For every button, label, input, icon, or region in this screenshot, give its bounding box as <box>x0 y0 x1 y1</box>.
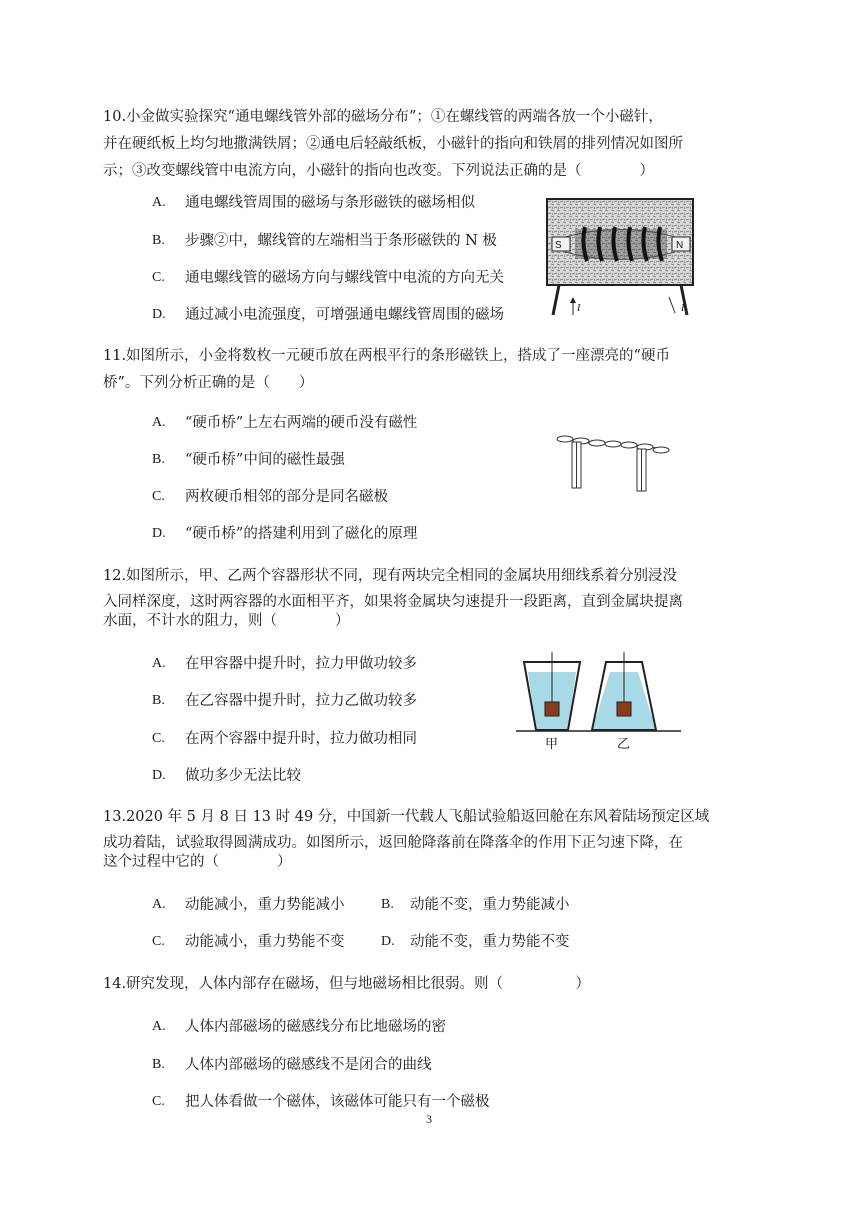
page-number: 3 <box>426 1112 432 1126</box>
question-stem-line: 13.2020 年 5 月 8 日 13 时 49 分，中国新一代载人飞船试验船返回舱在东风着陆场预定区域 <box>103 809 710 825</box>
option-letter: C. <box>152 1094 165 1109</box>
option-text: 把人体看做一个磁体，该磁体可能只有一个磁极 <box>185 1094 490 1110</box>
question-stem-line: 12.如图所示，甲、乙两个容器形状不同，现有两块完全相同的金属块用细线系着分别浸没 <box>103 568 678 584</box>
option-letter: C. <box>152 934 165 949</box>
option-letter: B. <box>152 233 165 248</box>
container-label-yi: 乙 <box>617 737 631 752</box>
option-text: 动能减小，重力势能减小 <box>185 897 345 913</box>
container-label-jia: 甲 <box>545 737 559 752</box>
option-text: 在两个容器中提升时，拉力做功相同 <box>185 731 417 747</box>
containers-figure <box>516 652 681 752</box>
pole-label: S <box>555 240 562 251</box>
option-letter: A. <box>152 195 166 210</box>
question-stem-line: 示；③改变螺线管中电流方向，小磁针的指向也改变。下列说法正确的是（ ） <box>103 163 654 179</box>
option-letter: D. <box>381 934 395 949</box>
question-stem-line: 这个过程中它的（ ） <box>103 854 292 870</box>
option-text: “硬币桥”的搭建利用到了磁化的原理 <box>185 526 418 542</box>
option-text: “硬币桥”中间的磁性最强 <box>185 452 345 468</box>
question-stem-line: 水面，不计水的阻力，则（ ） <box>103 613 350 629</box>
option-text: 动能减小，重力势能不变 <box>185 934 345 950</box>
question-stem-line: 桥”。下列分析正确的是（ ） <box>103 375 314 391</box>
option-letter: A. <box>152 897 166 912</box>
option-text: 动能不变，重力势能减小 <box>410 897 570 913</box>
option-text: 通过减小电流强度，可增强通电螺线管周围的磁场 <box>185 307 504 323</box>
option-letter: D. <box>152 526 166 541</box>
option-letter: B. <box>152 693 165 708</box>
question-stem-line: 并在硬纸板上均匀地撒满铁屑；②通电后轻敲纸板，小磁针的指向和铁屑的排列情况如图所 <box>103 136 683 152</box>
option-letter: C. <box>152 489 165 504</box>
current-label: I <box>577 303 581 314</box>
option-text: 人体内部磁场的磁感线分布比地磁场的密 <box>185 1019 446 1035</box>
option-letter: B. <box>152 452 165 467</box>
option-text: 动能不变，重力势能不变 <box>410 934 570 950</box>
coin-bridge-figure <box>555 430 675 496</box>
option-text: 人体内部磁场的磁感线不是闭合的曲线 <box>185 1057 432 1073</box>
question-stem-line: 10.小金做实验探究“通电螺线管外部的磁场分布”；①在螺线管的两端各放一个小磁针， <box>103 109 663 125</box>
option-text: 在乙容器中提升时，拉力乙做功较多 <box>185 693 417 709</box>
option-letter: B. <box>152 1057 165 1072</box>
option-text: “硬币桥”上左右两端的硬币没有磁性 <box>185 415 418 431</box>
option-letter: D. <box>152 768 166 783</box>
question-stem-line: 成功着陆，试验取得圆满成功。如图所示，返回舱降落前在降落伞的作用下正匀速下降，在 <box>103 835 683 851</box>
option-letter: A. <box>152 656 166 671</box>
option-letter: C. <box>152 731 165 746</box>
question-stem-line: 14.研究发现，人体内部存在磁场，但与地磁场相比很弱。则（ ） <box>103 976 591 992</box>
option-letter: B. <box>381 897 394 912</box>
option-letter: D. <box>152 307 166 322</box>
pole-label: N <box>676 240 684 251</box>
option-text: 通电螺线管的磁场方向与螺线管中电流的方向无关 <box>185 270 504 286</box>
option-text: 两枚硬币相邻的部分是同名磁极 <box>185 489 388 505</box>
question-stem-line: 入同样深度，这时两容器的水面相平齐，如果将金属块匀速提升一段距离，直到金属块提离 <box>103 594 683 610</box>
option-letter: A. <box>152 415 166 430</box>
solenoid-figure <box>545 197 695 317</box>
option-text: 通电螺线管周围的磁场与条形磁铁的磁场相似 <box>185 195 475 211</box>
question-stem-line: 11.如图所示，小金将数枚一元硬币放在两根平行的条形磁铁上，搭成了一座漂亮的“硬币 <box>103 348 670 364</box>
option-letter: C. <box>152 270 165 285</box>
current-label: I <box>681 303 685 314</box>
option-text: 在甲容器中提升时，拉力甲做功较多 <box>185 656 417 672</box>
option-text: 步骤②中，螺线管的左端相当于条形磁铁的 N 极 <box>185 233 497 249</box>
option-letter: A. <box>152 1019 166 1034</box>
option-text: 做功多少无法比较 <box>185 768 301 784</box>
